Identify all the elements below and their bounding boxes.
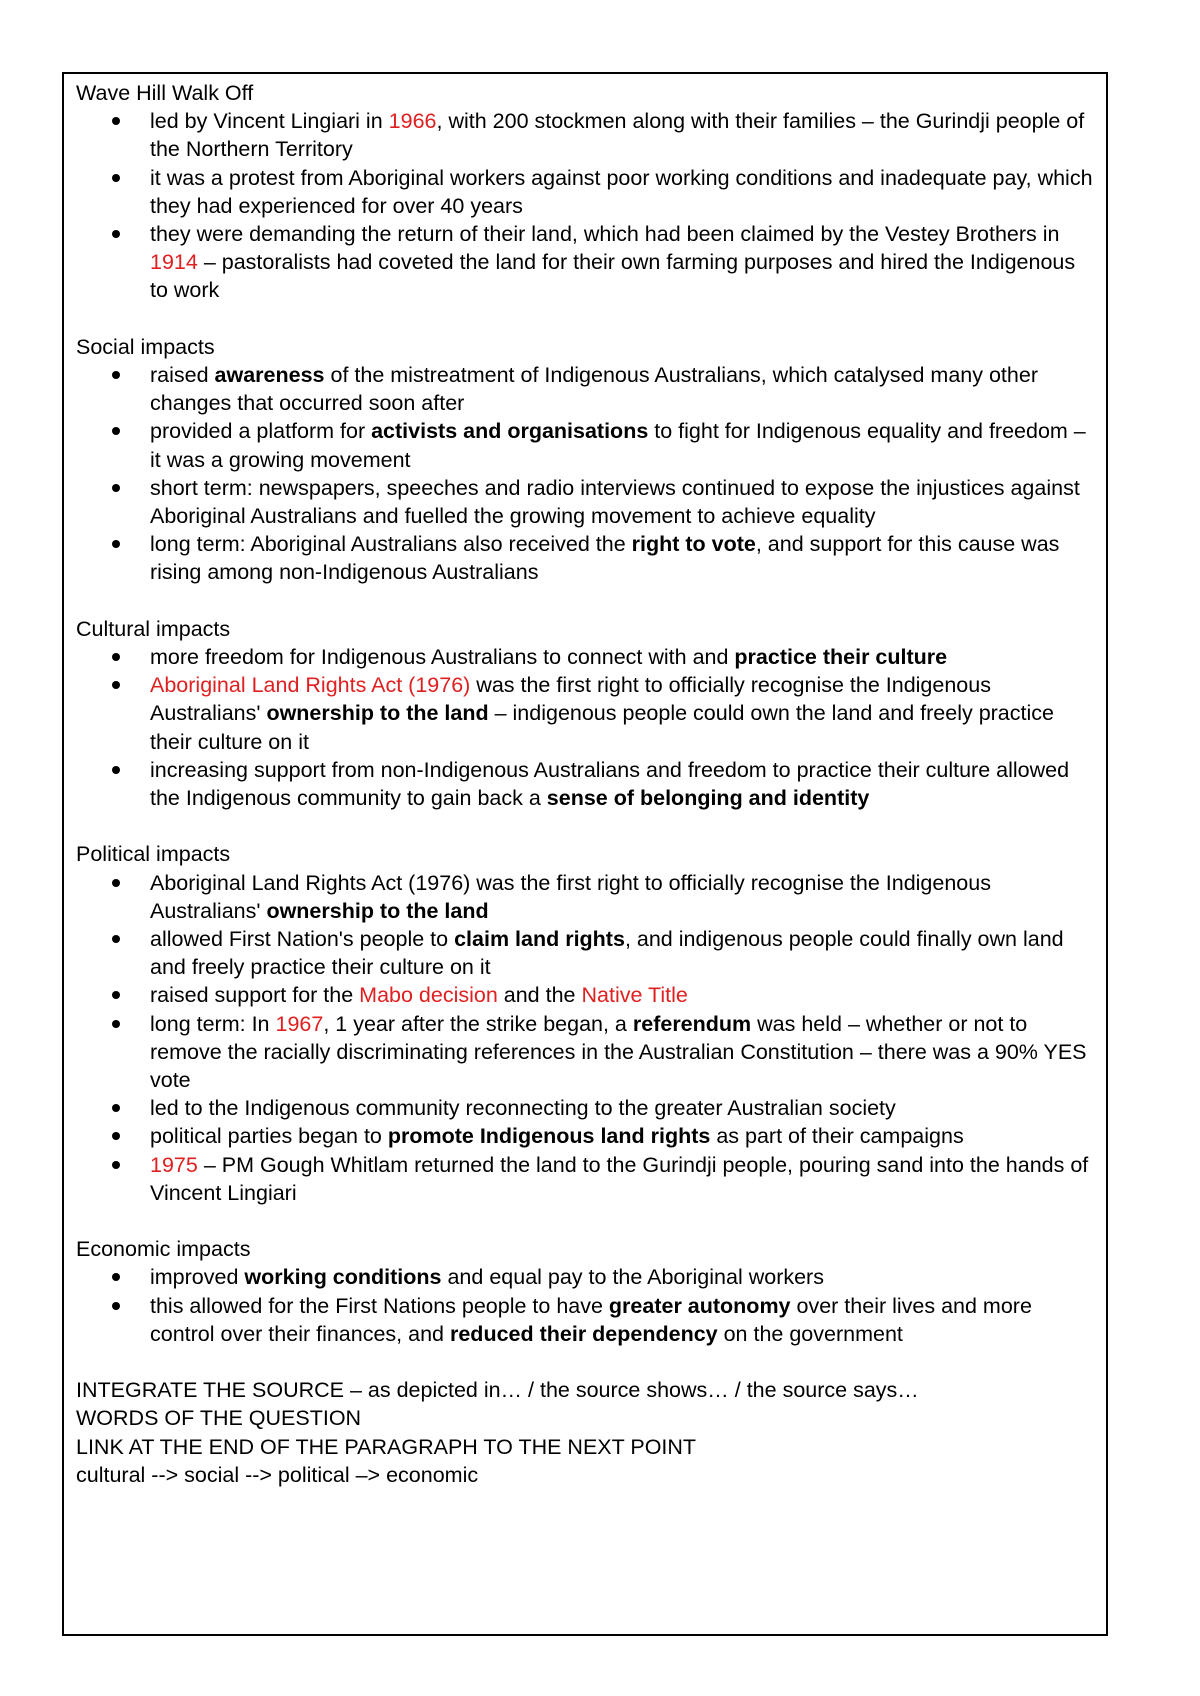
text-run: this allowed for the First Nations people to have — [150, 1293, 609, 1318]
bullet-item — [76, 756, 1096, 812]
section — [76, 79, 1096, 305]
highlight-text: Native Title — [581, 983, 688, 1008]
note-order: cultural --> social --> political –> economic — [76, 1462, 479, 1487]
note-integrate-source: INTEGRATE THE SOURCE – as depicted in… / the source shows… / the source says… — [76, 1378, 919, 1403]
bullet-item — [76, 671, 1096, 756]
text-run: and equal pay to the Aboriginal workers — [441, 1265, 824, 1290]
text-run: it was a protest from Aboriginal workers against poor working conditions and inadequate pay, which they had experienced for over 40 years — [150, 165, 1093, 218]
section — [76, 333, 1096, 587]
bullet-list — [76, 643, 1096, 812]
text-run: allowed First Nation's people to — [150, 927, 455, 952]
text-run: more freedom for Indigenous Australians to connect with and — [150, 645, 735, 670]
bullet-item — [76, 981, 1096, 1009]
text-run: improved — [150, 1265, 245, 1290]
text-run: they were demanding the return of their land, which had been claimed by the Vestey Brothers in — [150, 222, 1060, 247]
bold-text: practice their culture — [734, 645, 948, 670]
section-heading: Cultural impacts — [76, 616, 231, 641]
text-run: – PM Gough Whitlam returned the land to the Gurindji people, pouring sand into the hands of Vincent Lingiari — [150, 1152, 1089, 1205]
bold-text: greater autonomy — [608, 1293, 791, 1318]
highlight-text: 1975 — [150, 1152, 198, 1177]
section-heading: Social impacts — [76, 334, 215, 359]
text-run: long term: Aboriginal Australians also received the — [150, 532, 632, 557]
highlight-text: Aboriginal Land Rights Act (1976) — [150, 673, 471, 698]
section — [76, 1235, 1096, 1348]
text-run: , 1 year after the strike began, a — [323, 1011, 633, 1036]
bold-text: awareness — [214, 363, 325, 388]
text-run: of the mistreatment of Indigenous Australians, which catalysed many other changes that occurred soon after — [150, 363, 1038, 416]
bullet-item — [76, 1263, 1096, 1291]
text-run: provided a platform for — [150, 419, 372, 444]
text-run: was held – whether or not to remove the racially discriminating references in the Australian Constitution – there was a 90% YES vote — [150, 1011, 1087, 1093]
bold-text: ownership to the land — [266, 898, 489, 923]
highlight-text: 1966 — [388, 109, 437, 134]
text-run: raised — [150, 363, 215, 388]
section-heading: Political impacts — [76, 842, 231, 867]
highlight-text: 1967 — [275, 1011, 324, 1036]
bold-text: activists and organisations — [371, 419, 649, 444]
text-run: , and support for this cause was rising among non-Indigenous Australians — [150, 532, 1060, 585]
bullet-item — [76, 643, 1096, 671]
note-words-of-question: WORDS OF THE QUESTION — [76, 1406, 362, 1431]
document-body — [76, 79, 1096, 1489]
text-run: led to the Indigenous community reconnecting to the greater Australian society — [150, 1096, 896, 1121]
text-run: on the government — [717, 1321, 903, 1346]
bold-text: reduced their dependency — [449, 1321, 718, 1346]
text-run: , and indigenous people could finally own land and freely practice their culture on it — [150, 927, 1064, 980]
text-run: raised support for the — [150, 983, 360, 1008]
notes-block — [76, 1376, 1096, 1489]
bullet-list — [76, 869, 1096, 1207]
bullet-item — [76, 107, 1096, 163]
text-run: long term: In — [150, 1011, 276, 1036]
text-run: led by Vincent Lingiari in — [150, 109, 389, 134]
bullet-list — [76, 107, 1096, 304]
bold-text: referendum — [632, 1011, 752, 1036]
highlight-text: 1914 — [150, 250, 198, 275]
section — [76, 615, 1096, 812]
bold-text: right to vote — [631, 532, 756, 557]
bullet-item — [76, 164, 1096, 220]
section-heading: Economic impacts — [76, 1237, 251, 1262]
section-heading: Wave Hill Walk Off — [76, 81, 254, 105]
bullet-item — [76, 925, 1096, 981]
sections-container — [76, 79, 1096, 1348]
text-run: – pastoralists had coveted the land for their own farming purposes and hired the Indigenous to work — [150, 250, 1076, 303]
bold-text: promote Indigenous land rights — [387, 1124, 711, 1149]
bold-text: sense of belonging and identity — [546, 786, 870, 811]
text-run: short term: newspapers, speeches and radio interviews continued to expose the injustices against Aboriginal Australians and fuelled the growing movement to achieve equality — [150, 475, 1080, 529]
bullet-item — [76, 417, 1096, 473]
text-run: over their lives and more control over their finances, and — [150, 1293, 1032, 1346]
bullet-list — [76, 1263, 1096, 1348]
bullet-item — [76, 1151, 1096, 1207]
bullet-item — [76, 1094, 1096, 1122]
bold-text: claim land rights — [454, 927, 625, 952]
bullet-item — [76, 361, 1096, 417]
text-run: was the first right to officially recognise the Indigenous Australians' — [150, 673, 991, 726]
highlight-text: Mabo decision — [359, 983, 498, 1008]
bullet-item — [76, 1122, 1096, 1150]
note-link-paragraph: LINK AT THE END OF THE PARAGRAPH TO THE NEXT POINT — [76, 1434, 697, 1459]
bullet-item — [76, 530, 1096, 586]
bullet-item — [76, 1010, 1096, 1095]
text-run: – indigenous people could own the land and freely practice their culture on it — [150, 701, 1054, 754]
bullet-item — [76, 869, 1096, 925]
text-run: to fight for Indigenous equality and freedom – it was a growing movement — [150, 419, 1086, 472]
bullet-list — [76, 361, 1096, 587]
text-run: , with 200 stockmen along with their families – the Gurindji people of the Northern Territory — [150, 109, 1085, 162]
bullet-item — [76, 474, 1096, 530]
bullet-item — [76, 1292, 1096, 1348]
text-run: and the — [497, 983, 582, 1008]
text-run: as part of their campaigns — [710, 1124, 964, 1149]
section — [76, 840, 1096, 1207]
bold-text: ownership to the land — [266, 701, 489, 726]
text-run: Aboriginal Land Rights Act (1976) was the first right to officially recognise the Indigenous Australians' — [150, 870, 991, 923]
text-run: increasing support from non-Indigenous Australians and freedom to practice their culture allowed the Indigenous community to gain back a — [150, 757, 1070, 811]
bold-text: working conditions — [244, 1265, 442, 1290]
bullet-item — [76, 220, 1096, 305]
text-run: political parties began to — [150, 1124, 388, 1149]
